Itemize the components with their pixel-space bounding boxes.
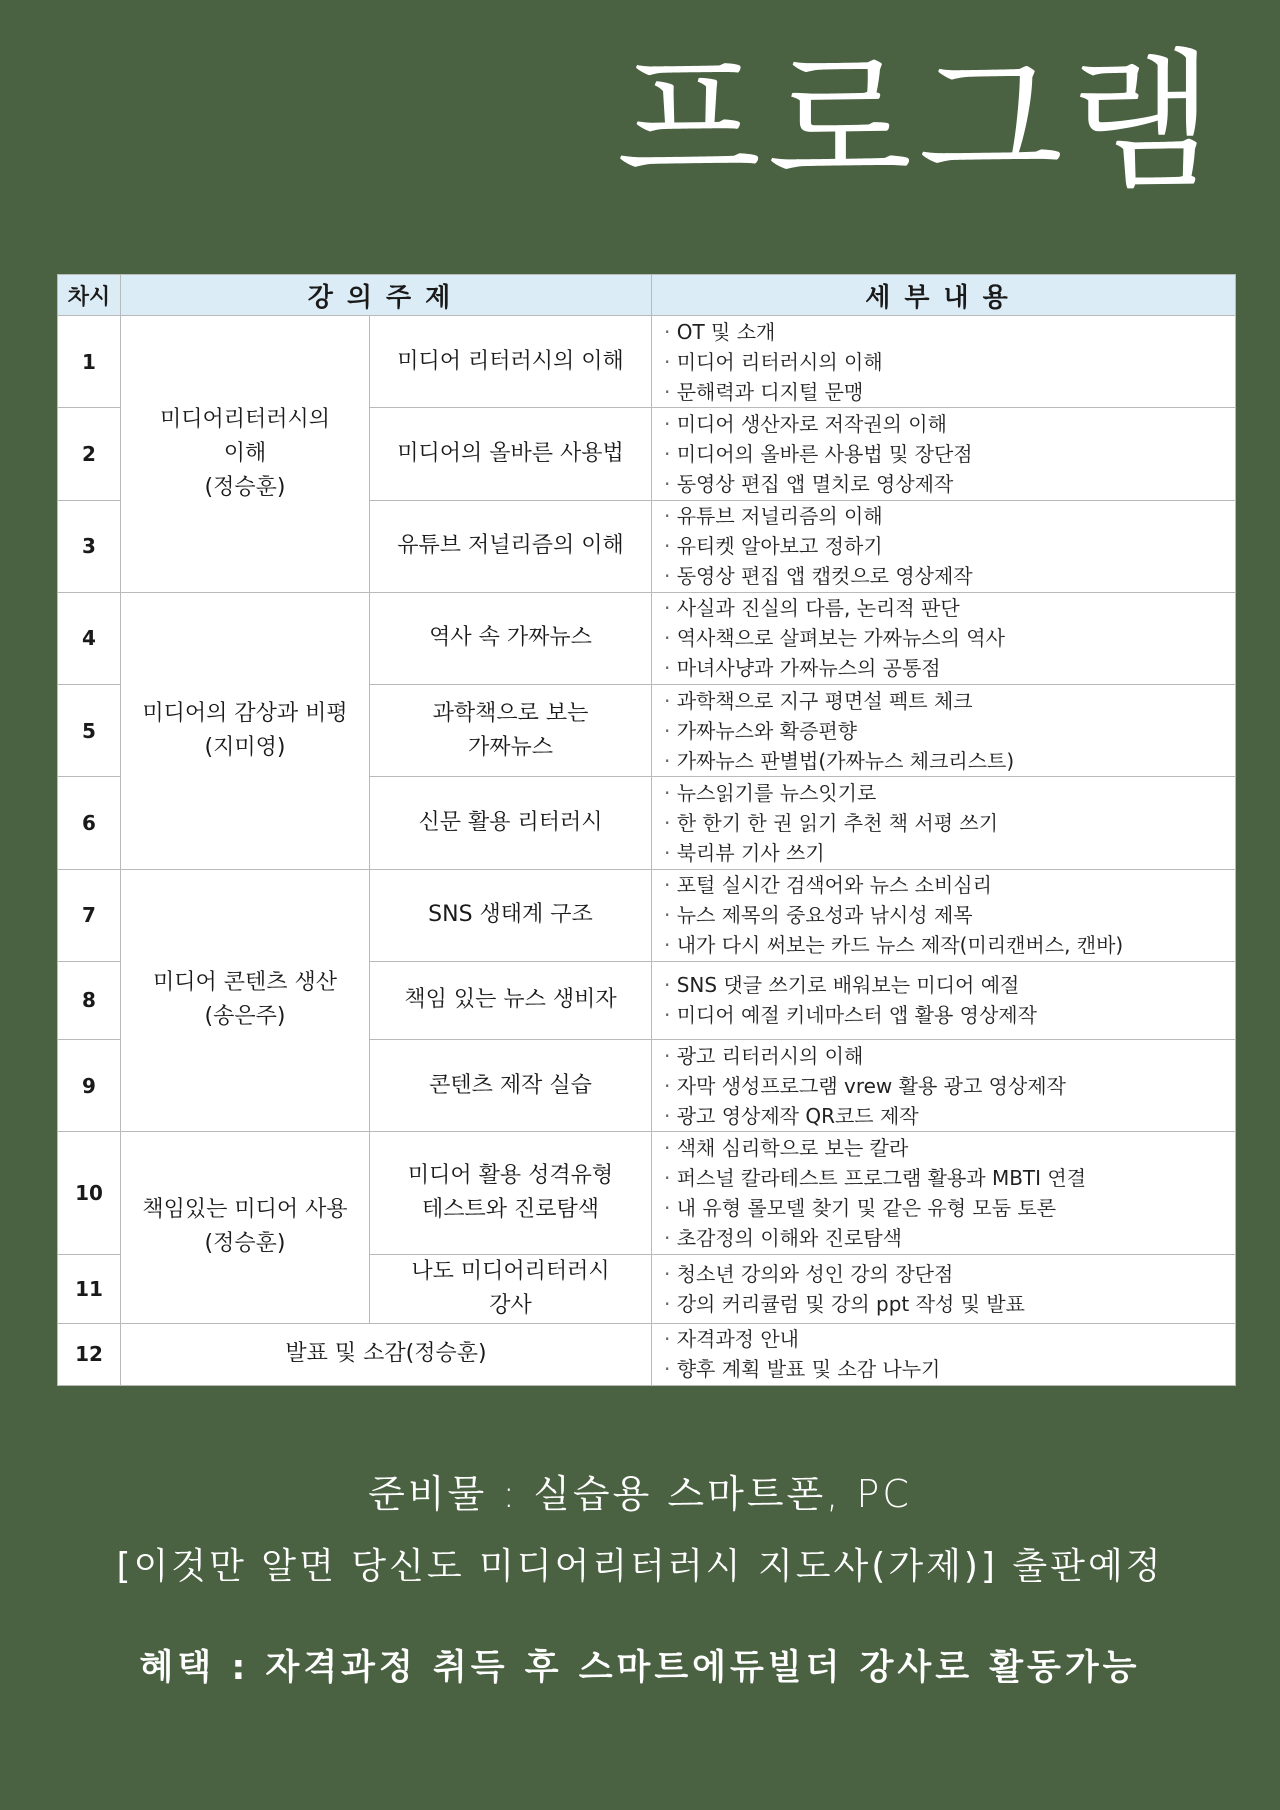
detail-item: · 유티켓 알아보고 정하기	[664, 531, 1235, 561]
detail-item: · 내가 다시 써보는 카드 뉴스 제작(미리캔버스, 캔바)	[664, 930, 1235, 960]
session-number: 2	[58, 408, 121, 500]
lecture-topic	[370, 777, 652, 869]
detail-item: · 미디어 생산자로 저작권의 이해	[664, 409, 1235, 439]
detail-item: · 색채 심리학으로 보는 칼라	[664, 1133, 1235, 1163]
table-row	[58, 1323, 1236, 1385]
materials-note: 준비물 : 실습용 스마트폰, PC	[368, 1472, 912, 1516]
lecture-topic	[370, 1132, 652, 1254]
detail-list	[652, 592, 1236, 684]
header-topic: 강의주제	[121, 275, 652, 316]
header-details: 세부내용	[652, 275, 1236, 316]
detail-item: · 과학책으로 지구 평면설 펙트 체크	[664, 686, 1235, 716]
text-line: 미디어 콘텐츠 생산	[152, 970, 337, 996]
detail-item: · 광고 영상제작 QR코드 제작	[664, 1101, 1235, 1131]
detail-list	[652, 1039, 1236, 1131]
module-cell	[121, 1132, 370, 1324]
text-line: SNS 생태계 구조	[428, 902, 593, 928]
detail-item: · 마녀사냥과 가짜뉴스의 공통점	[664, 653, 1235, 683]
session-number: 8	[58, 961, 121, 1039]
detail-list	[652, 1132, 1236, 1254]
text-line: 나도 미디어리터러시	[411, 1258, 610, 1284]
program-table-sheet	[57, 274, 1235, 1386]
detail-item: · 사실과 진실의 다름, 논리적 판단	[664, 593, 1235, 623]
detail-item: · 초감정의 이해와 진로탐색	[664, 1223, 1235, 1253]
detail-item: · 향후 계획 발표 및 소감 나누기	[664, 1354, 1235, 1384]
text-line: (지미영)	[204, 734, 286, 760]
text-line: 테스트와 진로탐색	[421, 1196, 599, 1222]
detail-item: · 문해력과 디지털 문맹	[664, 377, 1235, 407]
text-line: (정승훈)	[204, 474, 286, 500]
session-number: 4	[58, 592, 121, 684]
lecture-topic	[370, 1254, 652, 1323]
text-line: 유튜브 저널리즘의 이해	[397, 533, 624, 559]
detail-item: · 역사책으로 살펴보는 가짜뉴스의 역사	[664, 623, 1235, 653]
lecture-topic	[370, 869, 652, 961]
session-number: 1	[58, 316, 121, 408]
lecture-topic	[370, 500, 652, 592]
text-line: 미디어리터러시의	[159, 406, 331, 432]
program-table	[57, 274, 1236, 1386]
detail-item: · 포털 실시간 검색어와 뉴스 소비심리	[664, 870, 1235, 900]
detail-list	[652, 408, 1236, 500]
session-number: 12	[58, 1323, 121, 1385]
lecture-topic	[370, 1039, 652, 1131]
detail-list	[652, 1254, 1236, 1323]
text-line: 가짜뉴스	[467, 734, 553, 760]
benefit-note: 혜택 : 자격과정 취득 후 스마트에듀빌더 강사로 활동가능	[139, 1648, 1141, 1688]
text-line: 이해	[223, 440, 267, 466]
detail-item: · 자막 생성프로그램 vrew 활용 광고 영상제작	[664, 1071, 1235, 1101]
text-line: (송은주)	[204, 1004, 286, 1030]
text-line: 신문 활용 리터러시	[418, 809, 603, 835]
detail-item: · 광고 리터러시의 이해	[664, 1041, 1235, 1071]
detail-item: · 자격과정 안내	[664, 1324, 1235, 1354]
detail-item: · 유튜브 저널리즘의 이해	[664, 501, 1235, 531]
text-line: 발표 및 소감(정승훈)	[285, 1341, 487, 1367]
detail-item: · 뉴스 제목의 중요성과 낚시성 제목	[664, 900, 1235, 930]
detail-item: · 한 한기 한 권 읽기 추천 책 서평 쓰기	[664, 808, 1235, 838]
table-header-row	[58, 275, 1236, 316]
detail-item: · 미디어 예절 키네마스터 앱 활용 영상제작	[664, 1000, 1235, 1030]
module-cell	[121, 869, 370, 1132]
table-row	[58, 1132, 1236, 1254]
text-line: 책임있는 미디어 사용	[142, 1197, 348, 1223]
module-cell	[121, 316, 370, 593]
lecture-topic	[121, 1323, 652, 1385]
text-line: 미디어의 올바른 사용법	[397, 440, 624, 466]
detail-list	[652, 316, 1236, 408]
header-session: 차시	[58, 275, 121, 316]
text-line: 역사 속 가짜뉴스	[429, 625, 592, 651]
lecture-topic	[370, 685, 652, 777]
lecture-topic	[370, 592, 652, 684]
detail-item: · 청소년 강의와 성인 강의 장단점	[664, 1259, 1235, 1289]
lecture-topic	[370, 961, 652, 1039]
text-line: 콘텐츠 제작 실습	[429, 1072, 592, 1098]
lecture-topic	[370, 408, 652, 500]
text-line: 책임 있는 뉴스 생비자	[404, 987, 617, 1013]
session-number: 11	[58, 1254, 121, 1323]
detail-item: · SNS 댓글 쓰기로 배워보는 미디어 예절	[664, 970, 1235, 1000]
detail-item: · 뉴스읽기를 뉴스잇기로	[664, 778, 1235, 808]
text-line: 미디어의 감상과 비평	[142, 700, 348, 726]
text-line: 강사	[489, 1292, 532, 1318]
detail-list	[652, 961, 1236, 1039]
detail-item: · 동영상 편집 앱 캡컷으로 영상제작	[664, 561, 1235, 591]
detail-item: · 퍼스널 칼라테스트 프로그램 활용과 MBTI 연결	[664, 1163, 1235, 1193]
detail-item: · 동영상 편집 앱 멸치로 영상제작	[664, 469, 1235, 499]
detail-list	[652, 869, 1236, 961]
detail-item: · 미디어 리터러시의 이해	[664, 347, 1235, 377]
table-row	[58, 592, 1236, 684]
session-number: 10	[58, 1132, 121, 1254]
table-row	[58, 316, 1236, 408]
detail-list	[652, 500, 1236, 592]
module-cell	[121, 592, 370, 869]
text-line: (정승훈)	[204, 1231, 286, 1257]
detail-item: · 내 유형 롤모델 찾기 및 같은 유형 모둠 토론	[664, 1193, 1235, 1223]
page-title: 프로그램	[616, 36, 1220, 210]
table-row	[58, 869, 1236, 961]
detail-item: · 미디어의 올바른 사용법 및 장단점	[664, 439, 1235, 469]
session-number: 6	[58, 777, 121, 869]
detail-item: · 가짜뉴스 판별법(가짜뉴스 체크리스트)	[664, 746, 1235, 776]
detail-item: · 강의 커리큘럼 및 강의 ppt 작성 및 발표	[664, 1289, 1235, 1319]
detail-item: · 가짜뉴스와 확증편향	[664, 716, 1235, 746]
text-line: 미디어 리터러시의 이해	[397, 348, 624, 374]
session-number: 3	[58, 500, 121, 592]
session-number: 9	[58, 1039, 121, 1131]
text-line: 미디어 활용 성격유형	[407, 1162, 614, 1188]
detail-item: · OT 및 소개	[664, 317, 1235, 347]
detail-list	[652, 777, 1236, 869]
publication-note: [이것만 알면 당신도 미디어리터러시 지도사(가제)] 출판예정	[116, 1546, 1164, 1587]
session-number: 7	[58, 869, 121, 961]
text-line: 과학책으로 보는	[432, 700, 589, 726]
detail-list	[652, 1323, 1236, 1385]
detail-list	[652, 685, 1236, 777]
session-number: 5	[58, 685, 121, 777]
lecture-topic	[370, 316, 652, 408]
detail-item: · 북리뷰 기사 쓰기	[664, 838, 1235, 868]
